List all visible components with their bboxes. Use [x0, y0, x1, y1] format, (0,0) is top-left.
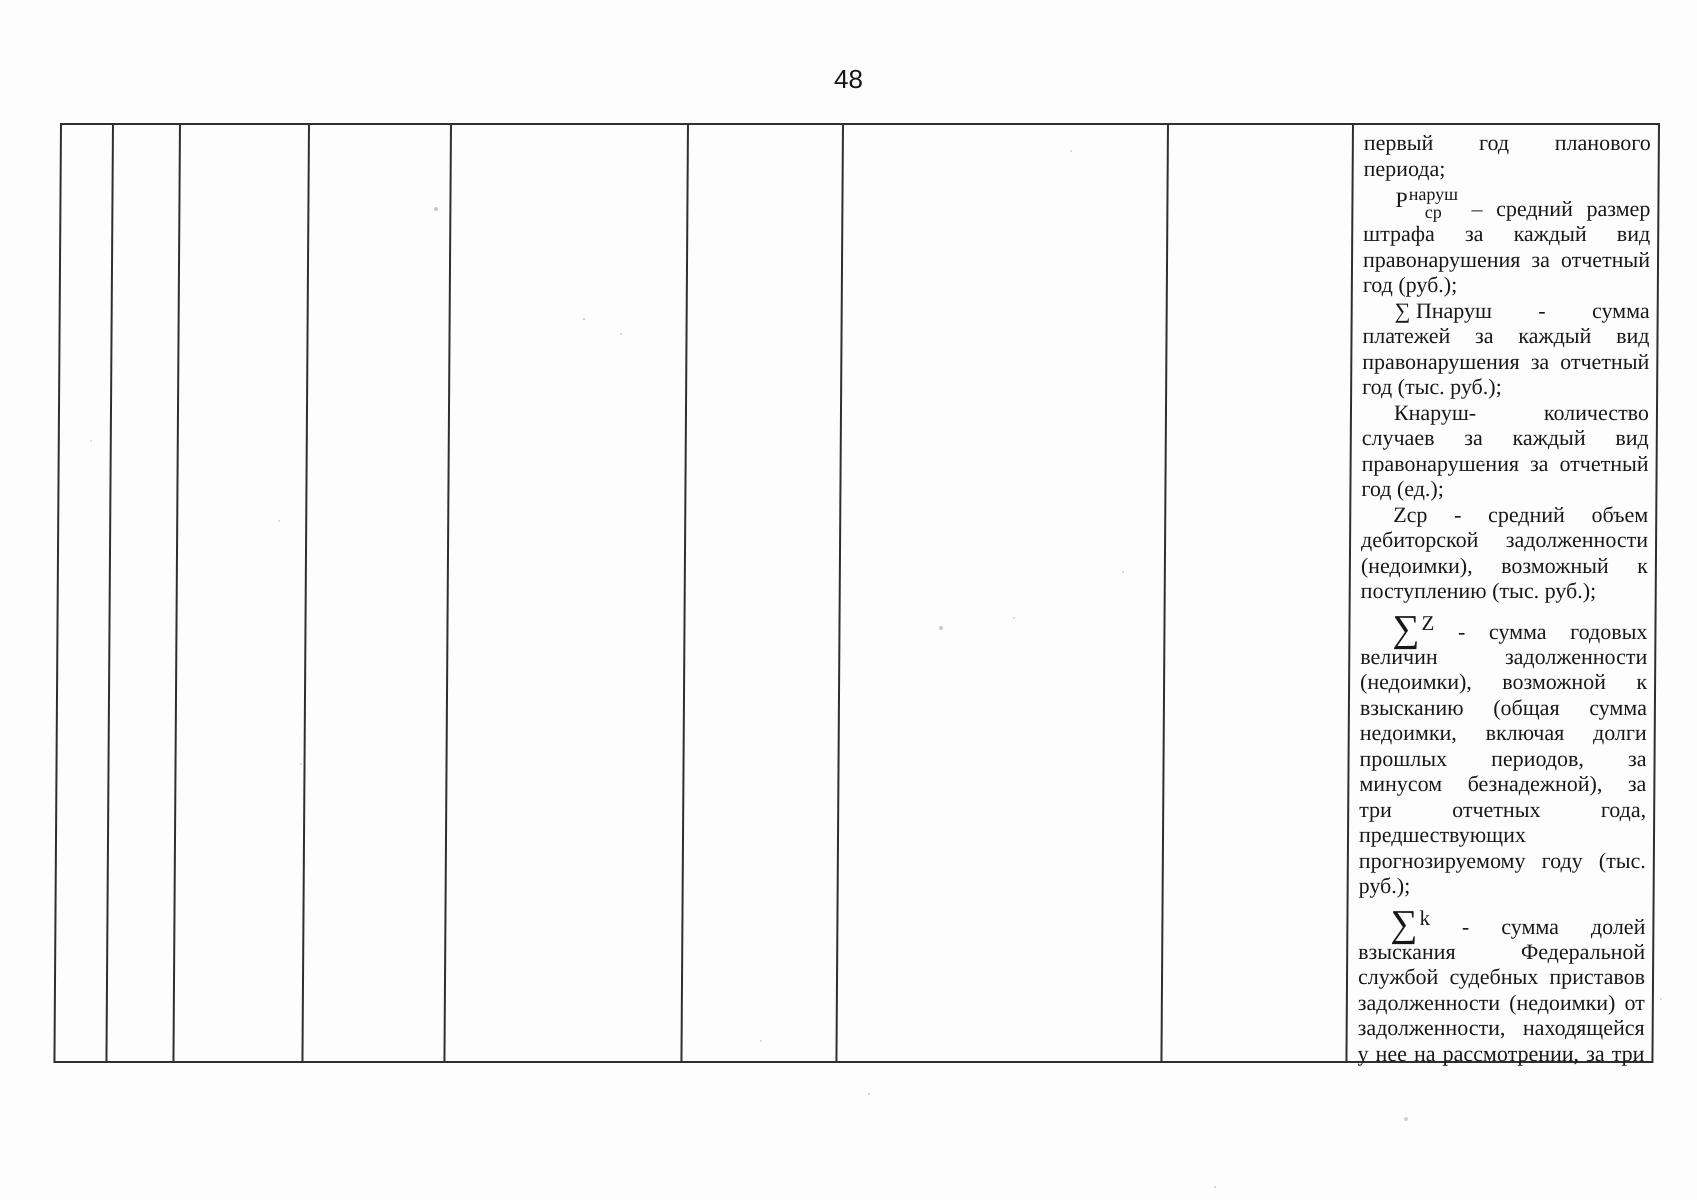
word: (недоимки), — [1360, 669, 1472, 694]
word: дебиторской — [1361, 527, 1479, 552]
word: отчетный — [1560, 348, 1650, 374]
text-line — [1358, 1015, 1645, 1041]
word: - — [1538, 297, 1546, 323]
text-column — [1357, 130, 1651, 1066]
text-line — [1360, 669, 1647, 695]
word: рассмотрении, — [1442, 1040, 1580, 1066]
word: правонарушения — [1362, 246, 1521, 272]
word: за — [1628, 745, 1647, 771]
text-line — [1358, 939, 1645, 965]
text-line — [1360, 604, 1648, 650]
word: каждый — [1513, 221, 1587, 246]
word: планового — [1554, 130, 1651, 155]
word: года, — [1600, 796, 1647, 822]
word: за — [1474, 323, 1494, 348]
text-line — [1363, 298, 1650, 324]
word: от — [1624, 989, 1645, 1015]
text-line — [1361, 502, 1648, 528]
word: за — [1530, 348, 1550, 374]
text-line: предшествующих — [1358, 822, 1526, 847]
text-line — [1360, 720, 1647, 746]
word: вид — [1616, 221, 1651, 246]
word: службой — [1357, 964, 1439, 989]
word: сумма — [1589, 694, 1647, 720]
word: средний — [1488, 501, 1565, 527]
word: отчетный — [1560, 246, 1651, 272]
word: за — [1627, 771, 1647, 796]
scan-speckles — [0, 0, 2, 2]
word: долги — [1592, 720, 1647, 745]
word: прогнозируемому — [1358, 847, 1526, 873]
word: приставов — [1549, 964, 1646, 989]
word: взысканию — [1359, 694, 1464, 720]
formula-superscript: наруш — [1408, 184, 1459, 204]
text-line: руб.); — [1358, 873, 1411, 898]
formula-sum — [1390, 902, 1431, 945]
formula-subscript: ср — [1424, 202, 1442, 222]
text-line — [1358, 964, 1645, 990]
word: объем — [1591, 501, 1649, 527]
word: Федеральной — [1520, 938, 1646, 964]
text-line — [1362, 323, 1649, 349]
text-line — [1363, 181, 1650, 221]
table-cell-empty — [682, 125, 844, 1061]
word: правонарушения — [1361, 450, 1520, 476]
formula-supsub-stack — [1409, 185, 1459, 221]
word: долей — [1590, 913, 1646, 939]
word: году — [1541, 847, 1583, 873]
text-line — [1363, 221, 1650, 247]
word: к — [1637, 552, 1649, 578]
word: периодов, — [1491, 745, 1585, 771]
table-cell-empty — [303, 125, 452, 1061]
word: вид — [1616, 323, 1650, 348]
text-line — [1361, 553, 1648, 579]
word: отчетных — [1452, 796, 1541, 822]
word: год — [1478, 130, 1510, 155]
text-line: поступлению (тыс. руб.); — [1360, 578, 1597, 603]
word: первый — [1363, 130, 1434, 155]
word: к — [1636, 669, 1648, 694]
word: возможный — [1501, 552, 1609, 578]
word: прошлых — [1359, 745, 1448, 771]
table-cell-empty — [837, 125, 1169, 1061]
table-cell-empty — [55, 125, 114, 1061]
formula-sum — [1392, 607, 1435, 650]
text-line — [1360, 695, 1647, 721]
text-line — [1359, 848, 1646, 874]
sum-symbol: ∑ — [1392, 607, 1420, 650]
text-line — [1359, 797, 1646, 823]
word: за — [1464, 221, 1484, 246]
text-line — [1360, 644, 1647, 670]
word: – — [1471, 196, 1483, 221]
table-cell-empty — [1162, 125, 1354, 1061]
word: за — [1464, 425, 1483, 450]
word: за — [1529, 450, 1549, 476]
text-line: год (тыс. руб.); — [1362, 374, 1502, 399]
table-cell-text — [1347, 125, 1658, 1066]
sum-variable: Z — [1421, 610, 1435, 635]
word: величин — [1360, 643, 1438, 669]
word: вид — [1615, 425, 1649, 450]
table-cell-empty — [174, 125, 310, 1061]
word: правонарушения — [1362, 348, 1520, 374]
word: нее — [1375, 1040, 1408, 1066]
word: недоимки, — [1359, 720, 1457, 745]
word: случаев — [1361, 425, 1435, 450]
word: (тыс. — [1598, 847, 1646, 873]
text-line — [1364, 130, 1651, 156]
document-table — [53, 123, 1660, 1066]
text-line — [1362, 451, 1649, 477]
word: за — [1586, 1040, 1605, 1066]
word: (общая — [1493, 694, 1560, 720]
word: минусом — [1359, 771, 1443, 796]
word: (недоимки) — [1509, 989, 1616, 1015]
word: задолженности — [1505, 527, 1649, 552]
page-number: 48 — [834, 64, 863, 94]
word: судебных — [1449, 964, 1539, 989]
word: средний — [1496, 196, 1574, 221]
word: - — [1457, 618, 1466, 644]
word: - — [1454, 501, 1462, 527]
sum-variable: k — [1419, 905, 1431, 930]
formula-base: Р — [1395, 187, 1408, 212]
word: у — [1357, 1040, 1369, 1066]
word: Кнаруш- — [1393, 399, 1477, 425]
word: за — [1531, 246, 1551, 272]
word: три — [1611, 1040, 1645, 1066]
word: безнадежной), — [1467, 771, 1603, 796]
table-cell-empty — [107, 125, 181, 1061]
word: количество — [1543, 399, 1650, 425]
text-line — [1357, 1041, 1644, 1067]
word: годовых — [1570, 618, 1648, 644]
text-line — [1358, 899, 1646, 945]
word: каждый — [1518, 323, 1592, 348]
text-line: периода; — [1363, 155, 1446, 181]
text-line: год (ед.); — [1361, 476, 1445, 501]
formula-p-narush — [1395, 185, 1458, 221]
word: размер — [1586, 196, 1651, 221]
word: - — [1461, 913, 1470, 939]
text-line — [1361, 527, 1648, 553]
word: штрафа — [1363, 221, 1435, 246]
word: Zср — [1393, 501, 1428, 527]
text-line — [1362, 400, 1649, 426]
word: включая — [1485, 720, 1565, 745]
word: взыскания — [1358, 938, 1456, 964]
word: на — [1413, 1040, 1436, 1066]
word: ∑ Пнаруш — [1394, 297, 1493, 323]
word: сумма — [1488, 618, 1547, 644]
word: каждый — [1512, 425, 1586, 450]
word: отчетный — [1559, 450, 1649, 476]
word: находящейся — [1522, 1015, 1645, 1040]
word: (недоимки), — [1360, 552, 1473, 578]
text-line — [1359, 746, 1646, 772]
word: платежей — [1362, 323, 1451, 348]
text-line — [1358, 990, 1645, 1016]
word: три — [1359, 796, 1392, 822]
word: сумма — [1591, 297, 1650, 323]
text-line — [1359, 771, 1646, 797]
text-line — [1363, 247, 1650, 273]
word: задолженности — [1357, 989, 1501, 1015]
sum-symbol: ∑ — [1390, 902, 1418, 945]
text-line: год (руб.); — [1362, 272, 1458, 297]
text-line — [1362, 349, 1649, 375]
text-line — [1362, 425, 1649, 451]
word: возможной — [1502, 669, 1607, 694]
word: задолженности — [1504, 643, 1648, 669]
word: задолженности, — [1357, 1015, 1506, 1040]
word: сумма — [1501, 913, 1560, 939]
table-cell-empty — [445, 125, 689, 1061]
